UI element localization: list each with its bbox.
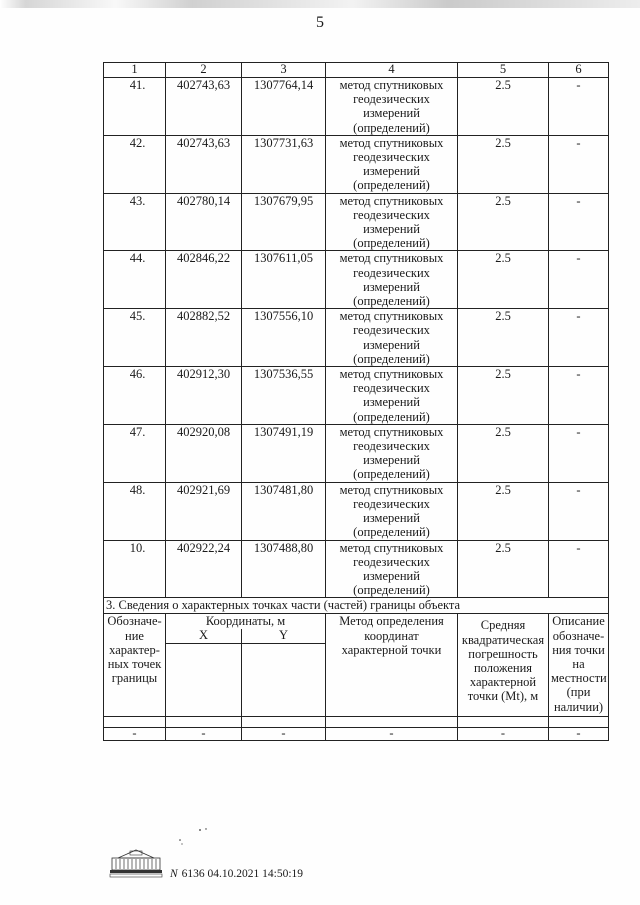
header-precision-line: точки (Mt), м: [467, 689, 539, 704]
method-line: геодезических: [353, 439, 430, 454]
scan-edge-artifact: [0, 0, 640, 8]
table-row: [104, 251, 609, 309]
description-value: -: [549, 135, 609, 193]
section-3-dash-row: [104, 727, 609, 740]
method-cell: [326, 193, 458, 251]
header-designation-line: границы: [111, 671, 158, 686]
description-value: -: [549, 78, 609, 136]
header-designation-line: характер-: [109, 642, 160, 657]
method-line: геодезических: [353, 265, 430, 280]
header-precision-line: положения: [473, 660, 533, 675]
method-line: измерений: [363, 395, 420, 410]
method-cell: [326, 424, 458, 482]
header-description-line: обозначе-: [552, 628, 605, 643]
column-number-row: [104, 63, 609, 78]
precision-value: 2.5: [458, 309, 549, 367]
description-value: -: [549, 367, 609, 425]
coord-x: 402882,52: [166, 309, 242, 367]
section-3-title-row: [104, 598, 609, 614]
table-row: [104, 309, 609, 367]
description-value: -: [549, 251, 609, 309]
header-description-line: (при: [566, 685, 591, 700]
points-table: [103, 62, 609, 741]
point-number: 41.: [104, 78, 166, 136]
method-cell: [326, 309, 458, 367]
coord-y: 1307491,19: [242, 424, 326, 482]
scan-specks: [172, 826, 212, 856]
method-cell: [326, 367, 458, 425]
precision-value: 2.5: [458, 193, 549, 251]
dash-cell: -: [242, 727, 326, 740]
header-description-line: на: [572, 656, 585, 671]
column-number: 1: [104, 63, 166, 78]
header-x-spacer: [166, 643, 242, 716]
header-designation: [104, 614, 166, 716]
method-cell: [326, 135, 458, 193]
method-line: (определений): [353, 120, 430, 135]
coord-y: 1307556,10: [242, 309, 326, 367]
section-3-title: 3. Сведения о характерных точках части (частей) границы объекта: [104, 598, 609, 614]
coord-y: 1307764,14: [242, 78, 326, 136]
coord-x: 402743,63: [166, 135, 242, 193]
dash-cell: -: [166, 727, 242, 740]
method-line: метод спутниковых: [339, 367, 444, 382]
dash-cell: -: [458, 727, 549, 740]
table-row: [104, 193, 609, 251]
coord-x: 402780,14: [166, 193, 242, 251]
column-number: 5: [458, 63, 549, 78]
method-line: геодезических: [353, 207, 430, 222]
table-row: [104, 78, 609, 136]
section-3-empty-row: [104, 716, 609, 727]
registration-stamp: [170, 868, 303, 880]
precision-value: 2.5: [458, 135, 549, 193]
column-number: 3: [242, 63, 326, 78]
method-line: метод спутниковых: [339, 135, 444, 150]
coord-x: 402743,63: [166, 78, 242, 136]
section-3-header-row: [104, 614, 609, 629]
header-method-line: характерной точки: [341, 642, 442, 657]
method-line: измерений: [363, 279, 420, 294]
dash-cell: -: [104, 727, 166, 740]
description-value: -: [549, 309, 609, 367]
dash-cell: -: [549, 727, 609, 740]
method-line: измерений: [363, 106, 420, 121]
method-line: геодезических: [353, 381, 430, 396]
method-line: метод спутниковых: [339, 482, 444, 497]
method-line: (определений): [353, 583, 430, 598]
method-line: метод спутниковых: [339, 540, 444, 555]
method-line: метод спутниковых: [339, 251, 444, 266]
header-coordinates: Координаты, м: [166, 614, 326, 629]
method-cell: [326, 482, 458, 540]
registration-text: 6136 04.10.2021 14:50:19: [181, 868, 304, 880]
method-line: измерений: [363, 337, 420, 352]
header-description-line: ния точки: [552, 642, 605, 657]
method-line: метод спутниковых: [339, 424, 444, 439]
method-line: геодезических: [353, 496, 430, 511]
header-description: [549, 614, 609, 716]
header-y-spacer: [242, 643, 326, 716]
column-number: 2: [166, 63, 242, 78]
header-precision-line: Средняя: [480, 618, 526, 633]
coord-x: 402846,22: [166, 251, 242, 309]
coord-y: 1307679,95: [242, 193, 326, 251]
precision-value: 2.5: [458, 367, 549, 425]
method-cell: [326, 78, 458, 136]
header-designation-line: ние: [125, 628, 144, 643]
coord-x: 402921,69: [166, 482, 242, 540]
method-line: (определений): [353, 294, 430, 309]
description-value: -: [549, 540, 609, 598]
method-line: (определений): [353, 351, 430, 366]
point-number: 46.: [104, 367, 166, 425]
method-line: измерений: [363, 511, 420, 526]
page-number: 5: [316, 14, 324, 31]
method-line: метод спутниковых: [339, 193, 444, 208]
method-cell: [326, 251, 458, 309]
precision-value: 2.5: [458, 540, 549, 598]
column-number: 4: [326, 63, 458, 78]
method-line: (определений): [353, 525, 430, 540]
method-line: измерений: [363, 164, 420, 179]
table-row: [104, 367, 609, 425]
point-number: 48.: [104, 482, 166, 540]
method-line: геодезических: [353, 150, 430, 165]
table-row: [104, 482, 609, 540]
header-description-line: Описание: [552, 614, 605, 629]
point-number: 45.: [104, 309, 166, 367]
registration-mark: N: [170, 868, 178, 880]
precision-value: 2.5: [458, 78, 549, 136]
precision-value: 2.5: [458, 482, 549, 540]
point-number: 10.: [104, 540, 166, 598]
coord-x: 402920,08: [166, 424, 242, 482]
header-y: Y: [242, 629, 326, 644]
table-row: [104, 424, 609, 482]
dash-cell: -: [326, 727, 458, 740]
method-line: (определений): [353, 409, 430, 424]
precision-value: 2.5: [458, 251, 549, 309]
header-method-line: координат: [364, 628, 419, 643]
header-description-line: наличии): [553, 699, 604, 714]
coord-x: 402922,24: [166, 540, 242, 598]
coord-y: 1307536,55: [242, 367, 326, 425]
method-line: метод спутниковых: [339, 309, 444, 324]
header-x: X: [166, 629, 242, 644]
coord-y: 1307611,05: [242, 251, 326, 309]
precision-value: 2.5: [458, 424, 549, 482]
method-line: геодезических: [353, 92, 430, 107]
table-row: [104, 540, 609, 598]
description-value: -: [549, 193, 609, 251]
header-description-line: местности: [551, 671, 607, 686]
method-cell: [326, 540, 458, 598]
header-designation-line: Обозначе-: [107, 614, 162, 629]
table-row: [104, 135, 609, 193]
column-number: 6: [549, 63, 609, 78]
point-number: 42.: [104, 135, 166, 193]
method-line: геодезических: [353, 554, 430, 569]
header-method-line: Метод определения: [339, 614, 444, 629]
header-precision-line: характерной: [469, 675, 537, 690]
method-line: измерений: [363, 453, 420, 468]
method-line: (определений): [353, 178, 430, 193]
method-line: геодезических: [353, 323, 430, 338]
description-value: -: [549, 424, 609, 482]
coord-x: 402912,30: [166, 367, 242, 425]
method-line: (определений): [353, 467, 430, 482]
point-number: 43.: [104, 193, 166, 251]
coord-y: 1307731,63: [242, 135, 326, 193]
method-line: измерений: [363, 222, 420, 237]
building-stamp-icon: [108, 848, 164, 878]
description-value: -: [549, 482, 609, 540]
method-line: измерений: [363, 568, 420, 583]
method-line: метод спутниковых: [339, 78, 444, 92]
method-line: (определений): [353, 236, 430, 251]
header-precision-line: квадратическая: [461, 632, 545, 647]
coord-y: 1307488,80: [242, 540, 326, 598]
coord-y: 1307481,80: [242, 482, 326, 540]
header-method: [326, 614, 458, 716]
header-precision-line: погрешность: [468, 646, 538, 661]
header-precision: [458, 614, 549, 716]
point-number: 47.: [104, 424, 166, 482]
point-number: 44.: [104, 251, 166, 309]
header-designation-line: ных точек: [107, 656, 162, 671]
